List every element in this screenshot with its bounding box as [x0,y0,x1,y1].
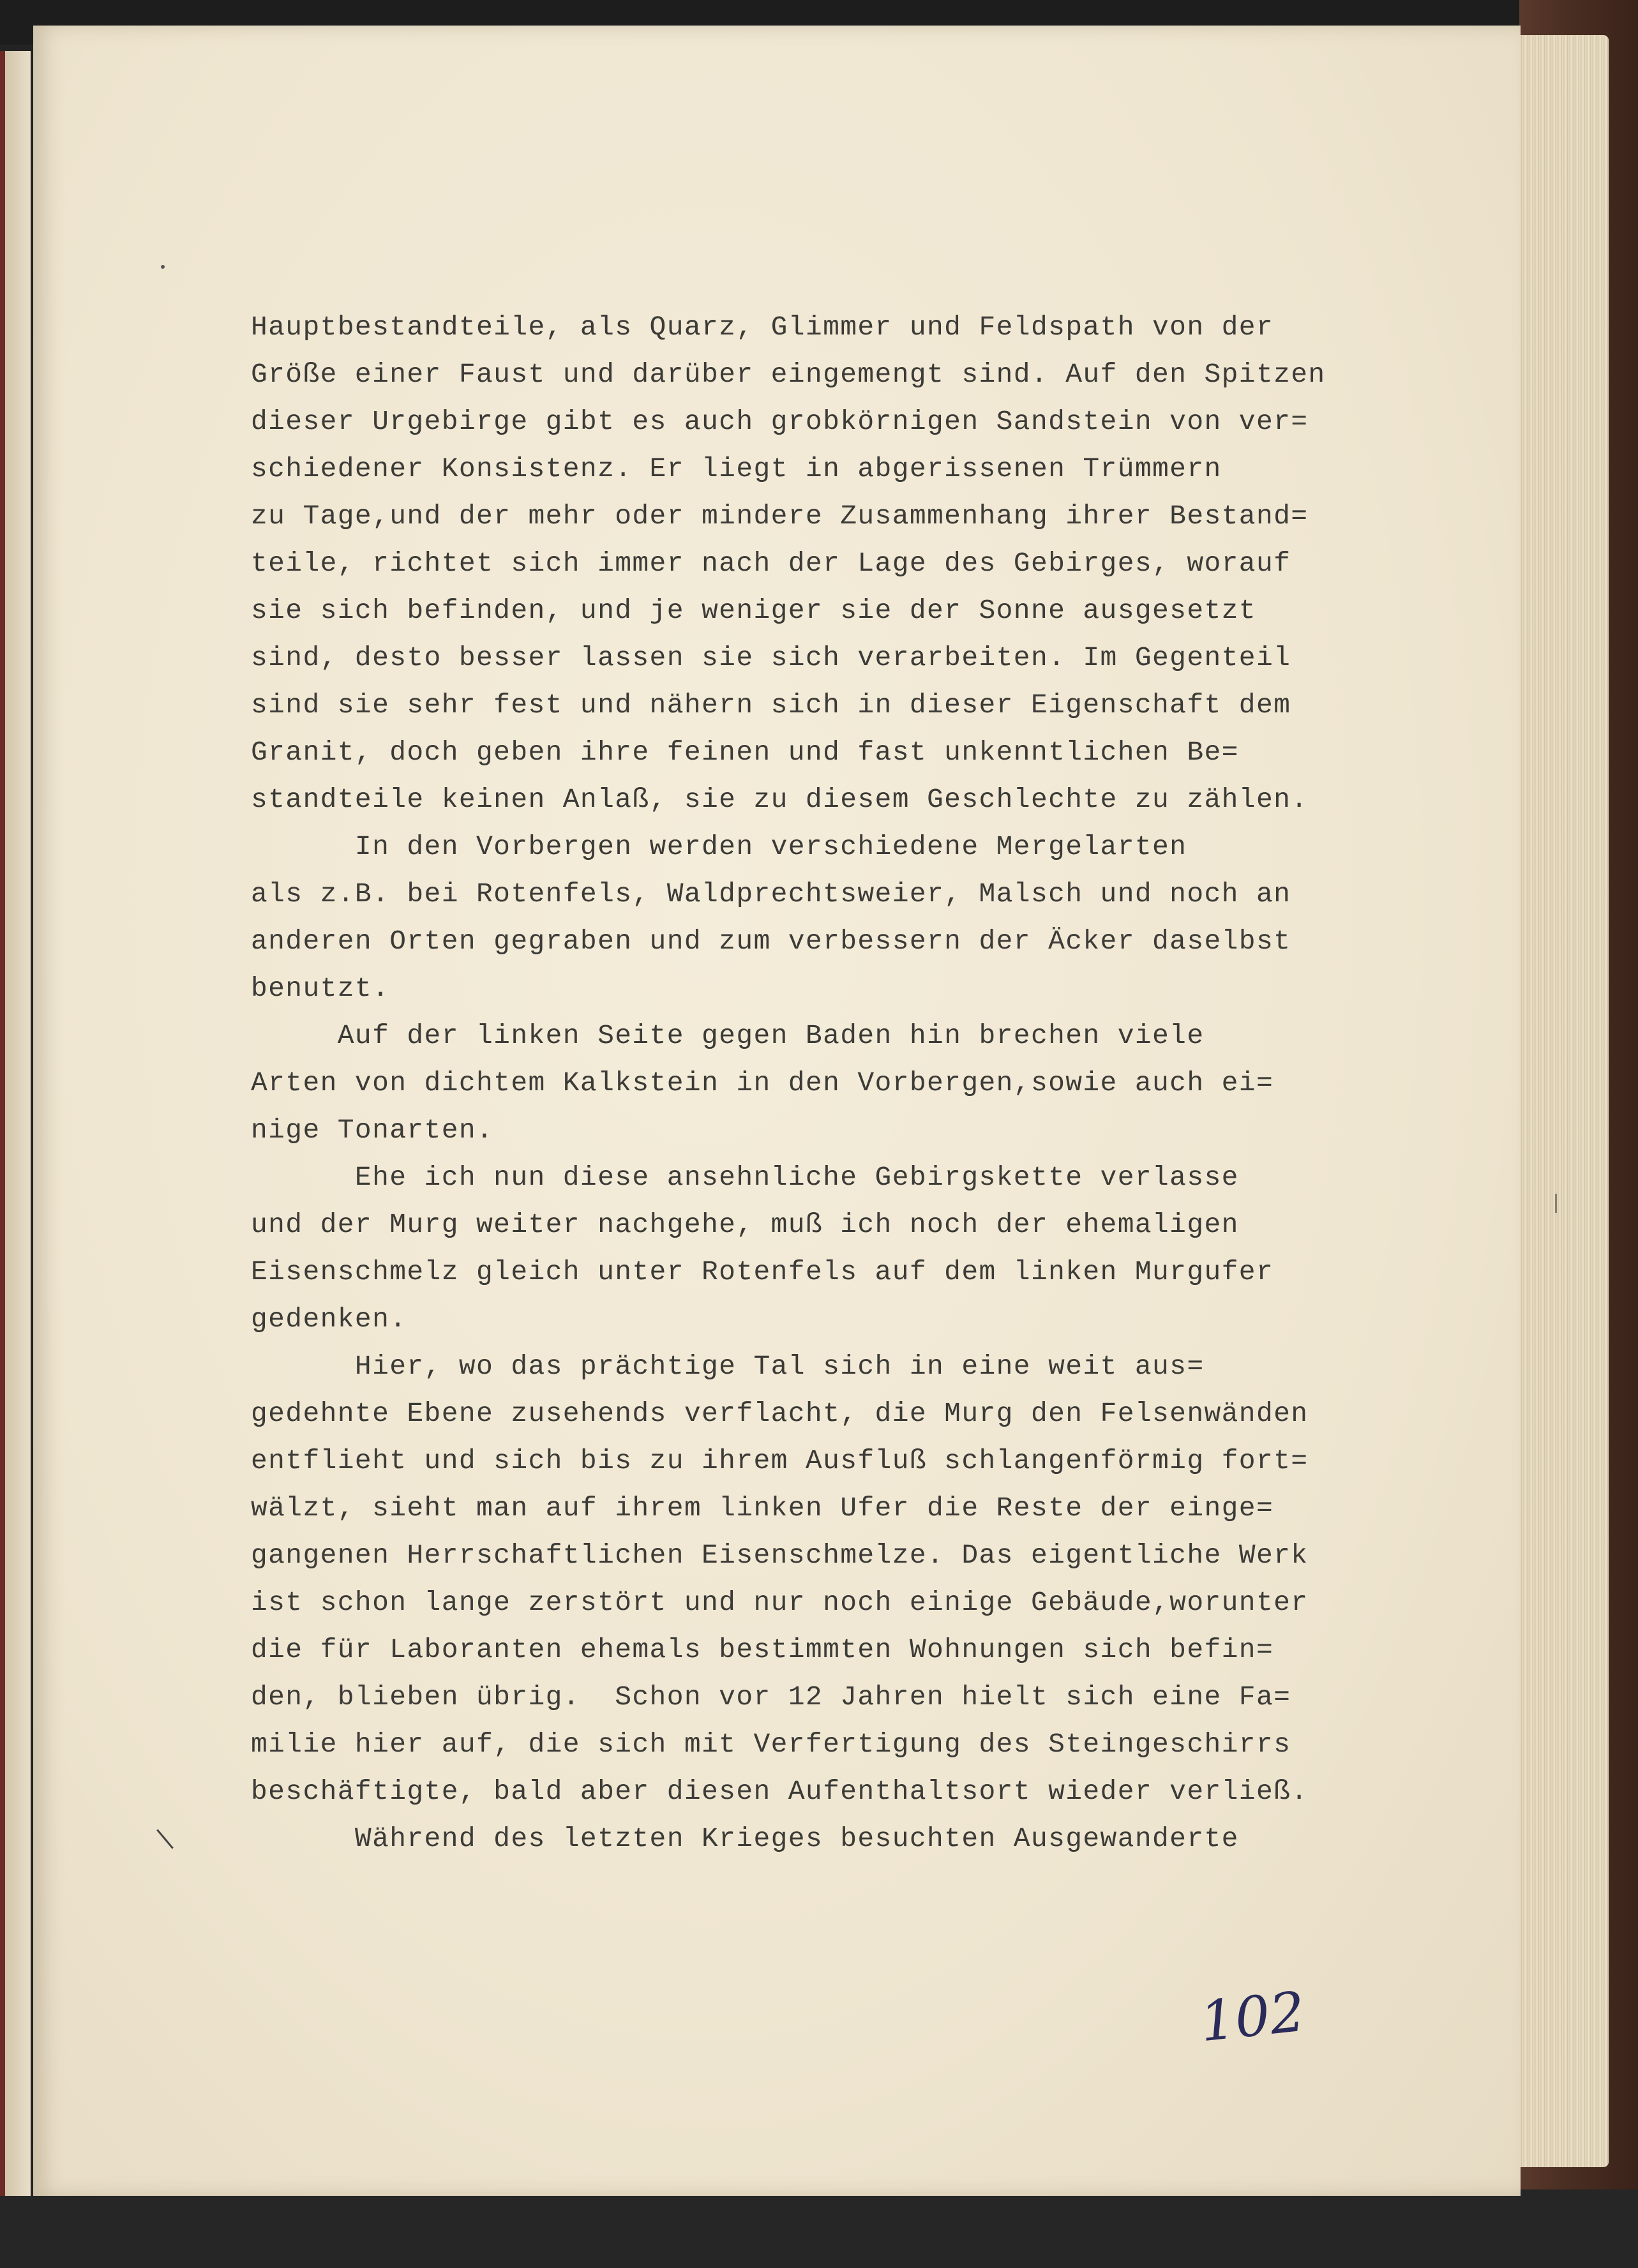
text-line: und der Murg weiter nachgehe, muß ich noch der ehemaligen [251,1209,1239,1240]
text-line: die für Laboranten ehemals bestimmten Wohnungen sich befin= [251,1634,1274,1665]
text-line: entflieht und sich bis zu ihrem Ausfluß schlangenförmig fort= [251,1445,1309,1476]
text-line: anderen Orten gegraben und zum verbessern der Äcker daselbst [251,926,1291,957]
typewritten-text [251,304,1464,1863]
text-line: ist schon lange zerstört und nur noch einige Gebäude,worunter [251,1587,1309,1618]
text-line: dieser Urgebirge gibt es auch grobkörnigen Sandstein von ver= [251,406,1309,437]
text-line: standteile keinen Anlaß, sie zu diesem Geschlechte zu zählen. [251,784,1309,815]
page-number: 102 [1197,1979,1308,2055]
text-line: zu Tage,und der mehr oder mindere Zusammenhang ihrer Bestand= [251,500,1309,532]
text-line: teile, richtet sich immer nach der Lage des Gebirges, worauf [251,548,1291,579]
text-line: als z.B. bei Rotenfels, Waldprechtsweier, Malsch und noch an [251,878,1291,910]
text-line: benutzt. [251,973,390,1004]
pencil-tick [156,1829,174,1849]
text-line: sie sich befinden, und je weniger sie der Sonne ausgesetzt [251,595,1256,626]
binding [0,51,5,2196]
text-line: nige Tonarten. [251,1115,494,1146]
text-line: wälzt, sieht man auf ihrem linken Ufer die Reste der einge= [251,1492,1274,1524]
text-line: den, blieben übrig. Schon vor 12 Jahren hielt sich eine Fa= [251,1681,1291,1713]
text-line: gedehnte Ebene zusehends verflacht, die Murg den Felsenwänden [251,1398,1309,1429]
text-line: Eisenschmelz gleich unter Rotenfels auf dem linken Murgufer [251,1256,1274,1288]
text-line: Während des letzten Krieges besuchten Ausgewanderte [251,1823,1239,1854]
text-line: Granit, doch geben ihre feinen und fast unkenntlichen Be= [251,737,1239,768]
text-line: Hier, wo das prächtige Tal sich in eine weit aus= [251,1351,1205,1382]
text-line: Größe einer Faust und darüber eingemengt sind. Auf den Spitzen [251,359,1326,390]
ink-mark [161,265,165,269]
text-line: beschäftigte, bald aber diesen Aufenthaltsort wieder verließ. [251,1776,1309,1807]
text-line: Hauptbestandteile, als Quarz, Glimmer und Feldspath von der [251,312,1274,343]
text-line: schiedener Konsistenz. Er liegt in abgerissenen Trümmern [251,453,1222,484]
text-line: Ehe ich nun diese ansehnliche Gebirgskette verlasse [251,1162,1239,1193]
text-line: sind sie sehr fest und nähern sich in dieser Eigenschaft dem [251,689,1291,721]
text-line: gedenken. [251,1303,407,1335]
text-line: sind, desto besser lassen sie sich verarbeiten. Im Gegenteil [251,642,1291,673]
text-line: Auf der linken Seite gegen Baden hin brechen viele [251,1020,1205,1051]
text-line: In den Vorbergen werden verschiedene Mergelarten [251,831,1187,862]
text-line: milie hier auf, die sich mit Verfertigung des Steingeschirrs [251,1729,1291,1760]
margin-mark [1555,1194,1557,1213]
desk-surface [0,2189,1638,2268]
text-line: Arten von dichtem Kalkstein in den Vorbergen,sowie auch ei= [251,1067,1274,1099]
text-line: gangenen Herrschaftlichen Eisenschmelze. Das eigentliche Werk [251,1540,1309,1571]
